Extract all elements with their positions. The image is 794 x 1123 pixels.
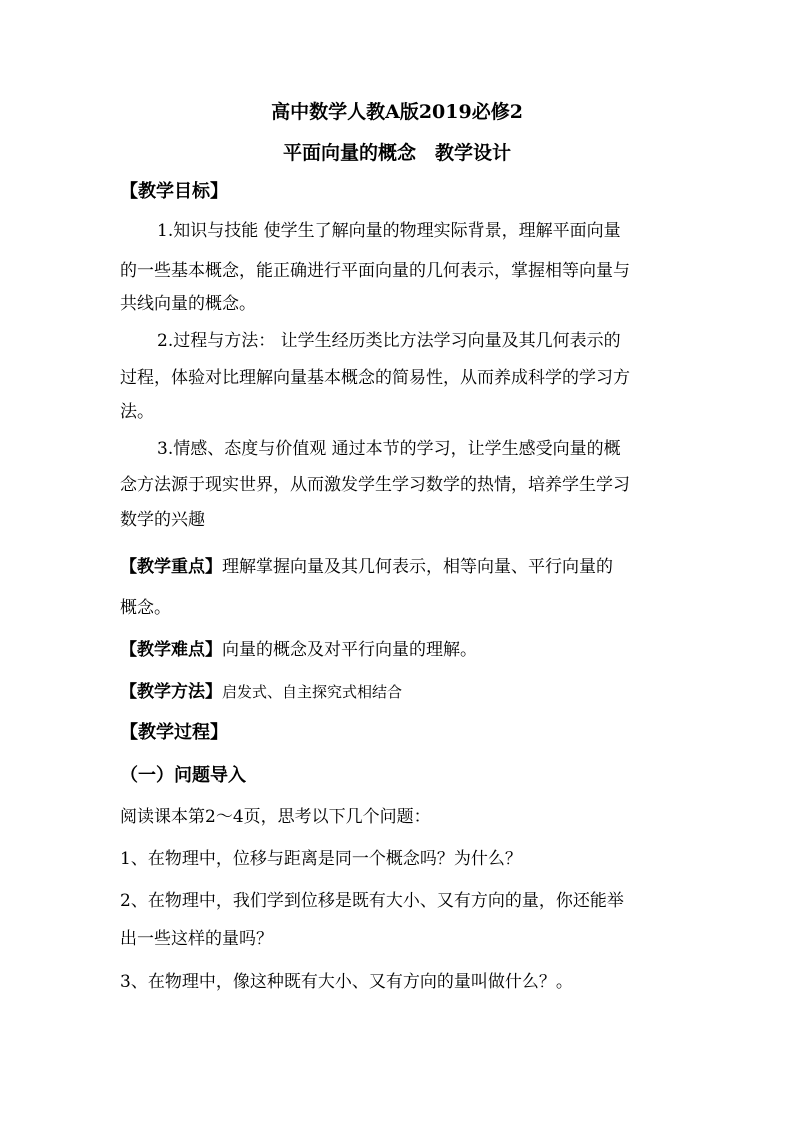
method-line <box>120 684 402 701</box>
question-2-line2: 出一些这样的量吗？ <box>120 929 273 949</box>
document-title-line1: 高中数学人教A版2019必修2 <box>271 101 523 123</box>
goal1-line3: 共线向量的概念。 <box>120 294 256 314</box>
section-heading-goals: 【教学目标】 <box>120 181 228 202</box>
question-3: 3、在物理中，像这种既有大小、又有方向的量叫做什么？。 <box>120 972 573 992</box>
question-2-line1: 2、在物理中，我们学到位移是既有大小、又有方向的量，你还能举 <box>120 891 624 911</box>
goal1-line1: 1.知识与技能 使学生了解向量的物理实际背景，理解平面向量 <box>157 221 621 241</box>
key-points-line1 <box>120 559 613 576</box>
process-heading: 【教学过程】 <box>120 722 228 743</box>
read-instruction: 阅读课本第2～4页，思考以下几个问题： <box>120 807 431 827</box>
goal3-line3: 数学的兴趣 <box>120 510 205 530</box>
key-points-line2: 概念。 <box>120 598 171 618</box>
document-title-line2: 平面向量的概念 教学设计 <box>282 142 511 164</box>
goal1-line2: 的一些基本概念，能正确进行平面向量的几何表示，掌握相等向量与 <box>120 261 630 281</box>
method-text: 启发式、自主探究式相结合 <box>222 683 403 701</box>
goal2-line1: 2.过程与方法： 让学生经历类比方法学习向量及其几何表示的 <box>157 331 621 351</box>
difficulty-label: 【教学难点】 <box>120 640 222 660</box>
key-points-text: 理解掌握向量及其几何表示，相等向量、平行向量的 <box>222 557 613 577</box>
goal2-line3: 法。 <box>120 402 154 422</box>
question-1: 1、在物理中，位移与距离是同一个概念吗？为什么？ <box>120 849 522 869</box>
goal3-line1: 3.情感、态度与价值观 通过本节的学习，让学生感受向量的概 <box>157 439 621 459</box>
part1-heading: （一）问题导入 <box>120 765 246 786</box>
difficulty-line <box>120 642 477 659</box>
goal3-line2: 念方法源于现实世界，从而激发学生学习数学的热情，培养学生学习 <box>120 475 630 495</box>
goal2-line2: 过程，体验对比理解向量基本概念的简易性，从而养成科学的学习方 <box>120 368 630 388</box>
method-label: 【教学方法】 <box>120 682 222 702</box>
key-points-label: 【教学重点】 <box>120 557 222 577</box>
difficulty-text: 向量的概念及对平行向量的理解。 <box>222 640 477 660</box>
